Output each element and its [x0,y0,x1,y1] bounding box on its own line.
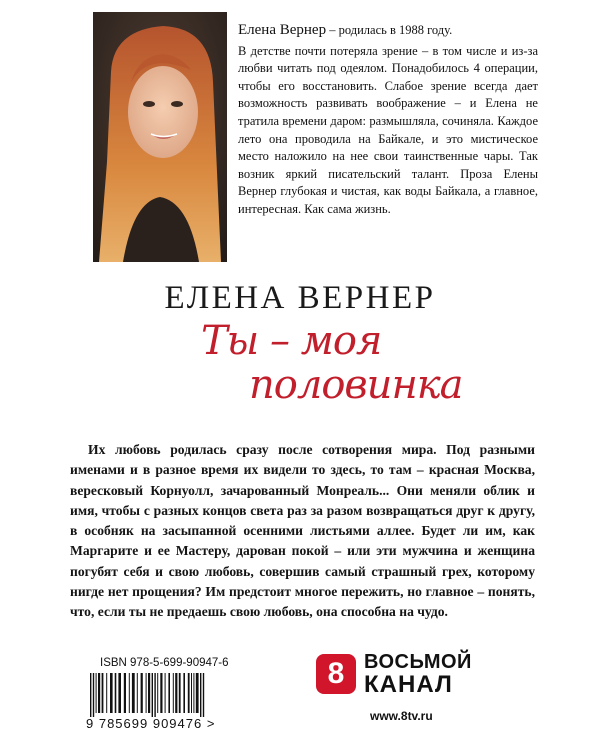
barcode-bar [98,673,100,713]
bio-text: В детстве почти потеряла зрение – в том числе и из-за любви читать под одеялом. Понадобилось 4 операции, чтобы его восстановить. Слабое зрение всегда дает возможность развивать воображение – и Елена не тратила времени даром: размышляла, сочиняла. Каждое лето она проводила на Байкале, и это мистическое место наложило на нее свои таинственные чары. Так возник яркий писательский талант. Проза Елены Вернер глубокая и чистая, как воды Байкала, а главное, интересная. Как сама жизнь. [238,43,538,216]
barcode-bar [193,673,194,713]
logo-digit: 8 [327,657,345,690]
author-name-heading: ЕЛЕНА ВЕРНЕР [164,280,436,316]
barcode-bar [96,673,97,713]
barcode-bar [196,673,199,713]
barcode-bar [146,673,147,713]
barcode-bar [132,673,135,713]
barcode-bar [179,673,181,713]
publisher-word-1: ВОСЬМОЙ [364,651,472,673]
author-photo [93,12,227,262]
publisher-url: www.8tv.ru [370,709,433,723]
barcode-bar [188,673,190,713]
barcode-bar [203,673,204,717]
barcode-bar [124,673,126,713]
barcode-bar [110,673,113,713]
barcode-bar [160,673,162,713]
barcode-bar [129,673,130,713]
barcode-bar [191,673,192,713]
barcode-bar [93,673,94,717]
title-line-1: Ты – моя [201,318,382,364]
barcode-bar [165,673,166,713]
barcode-bar [148,673,150,713]
barcode-bars [88,673,273,717]
bio-born: – родилась в 1988 году. [329,23,453,37]
bio-author-name: Елена Вернер [238,22,327,38]
barcode-bar [141,673,143,713]
publisher-logo-icon [316,654,356,694]
barcode-bar [115,673,117,713]
barcode-bar [90,673,91,717]
barcode-bar [154,673,155,717]
barcode-bar [200,673,201,717]
barcode-bar [137,673,138,713]
barcode-bar [118,673,121,713]
title-line-2: половинка [249,362,463,408]
barcode-bar [102,673,104,713]
author-portrait-image [93,12,227,262]
author-bio [238,22,538,219]
barcode-digits: 9 785699 909476 > [86,716,216,731]
barcode-bar [183,673,185,713]
book-title [195,318,463,418]
barcode-bar [157,673,158,713]
barcode-bar [168,673,170,713]
barcode-bar [106,673,107,713]
barcode-bar [173,673,174,713]
isbn-label: ISBN 978-5-699-90947-6 [100,657,229,669]
publisher-word-2: КАНАЛ [364,671,453,698]
bio-header [238,22,538,40]
barcode-bar [175,673,177,713]
barcode-bar [152,673,153,717]
book-annotation: Их любовь родилась сразу после сотворения мира. Под разными именами и в разное время их видели то здесь, то там – красная Москва, вересковый Корнуолл, зачарованный Монреаль... Они меняли облик и имя, чтобы с разных концов света раз за разом возвращаться друг к другу, в особняк на засыпанной осенними листьями аллее. Будет ли им, как Маргарите и ее Мастеру, дарован покой – или эти мужчина и женщина погубят себя и свою любовь, совершив самый страшный грех, которому нигде нет прощения? Им предстоит многое пережить, но главное – понять, что, если ты не предаешь свою любовь, она способна на чудо. [70,442,535,620]
